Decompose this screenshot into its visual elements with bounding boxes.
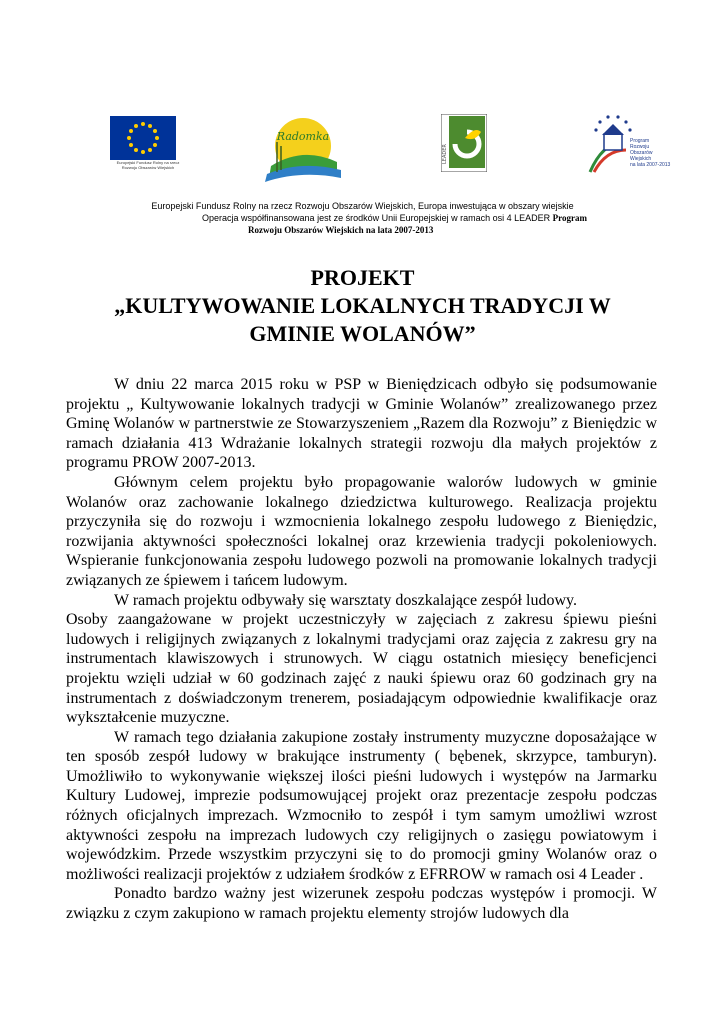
paragraph-1: W dniu 22 marca 2015 roku w PSP w Bieniędzicach odbyło się podsumowanie projektu „ Kultywowanie lokalnych tradycji w Gminie Wolanów” zrealizowanego przez Gminę Wolanów w partnerstwie ze Stowarzyszeniem „Razem dla Rozwoju” z Bieniędzic w ramach działania 413 Wdrażanie lokalnych strategii rozwoju dla małych projektów z programu PROW 2007-2013.	[66, 376, 657, 472]
radomka-text: Radomka	[276, 130, 330, 143]
funding-line-3: Rozwoju Obszarów Wiejskich na lata 2007-2013	[248, 225, 434, 235]
paragraph-2: Głównym celem projektu było propagowanie walorów ludowych w gminie Wolanów oraz zachowanie lokalnego dziedzictwa kulturowego. Realizacja projektu przyczyniła się do rozwoju i wzmocnienia lokalnego zespołu ludowego z Bieniędzic, rozwijania aktywności społeczności lokalnej oraz krzewienia tradycji pokoleniowych. Wspieranie funkcjonowania zespołu ludowego pozwoli na promowanie lokalnych tradycji związanych ze śpiewem i tańcem ludowym.	[66, 473, 657, 589]
funding-header	[0, 200, 725, 236]
eu-flag-logo	[110, 116, 176, 166]
funding-line-2: Operacja współfinansowana jest ze środków Unii Europejskiej w ramach osi 4 LEADER Program	[202, 213, 587, 223]
leader-logo	[441, 114, 487, 172]
radomka-logo	[257, 112, 345, 188]
paragraph-5: W ramach tego działania zakupione zostały instrumenty muzyczne doposażające w ten sposób zespół ludowy w brakujące instrumenty ( bębenek, skrzypce, tamburyn). Umożliwiło to wykonywanie większej ilości pieśni ludowych i występów na Jarmarku Kultury Ludowej, imprezie podsumowującej projekt oraz prezentacje zespołu podczas różnych oficjalnych imprezach. Wzmocniło to zespół i tym samym umożliwi wzrost aktywności zespołu na imprezach ludowych czy religijnych o zasięgu powiatowym i wojewódzkim. Przede wszystkim przyczyni się to do promocji gminy Wolanów oraz o możliwości realizacji projektów z udziałem środków z EFRROW w ramach osi 4 Leader .	[66, 728, 657, 883]
leader-text: LEADER	[442, 144, 448, 164]
title-line-2: „KULTYWOWANIE LOKALNYCH TRADYCJI W	[114, 293, 611, 318]
logo-strip	[0, 0, 725, 190]
funding-line-1: Europejski Fundusz Rolny na rzecz Rozwoju Obszarów Wiejskich, Europa inwestująca w obszary wiejskie	[151, 201, 574, 211]
paragraph-4: Osoby zaangażowane w projekt uczestniczyły w zajęciach z zakresu śpiewu pieśni ludowych i religijnych związanych z lokalnymi tradycjami oraz zajęcia z zakresu gry na instrumentach klawiszowych i strunowych. W ciągu ostatnich miesięcy beneficjenci projektu wzięli udział w 60 godzinach zajęć z nauki śpiewu oraz 60 godzinach gry na instrumentach z doświadczonym trenerem, posiadającym odpowiednie kwalifikacje oraz wykształcenie muzyczne.	[66, 611, 657, 727]
prow-logo-text: Program Rozwoju Obszarów Wiejskich na lata 2007-2013	[630, 138, 671, 168]
paragraph-6: Ponadto bardzo ważny jest wizerunek zespołu podczas występów i promocji. W związku z czym zakupiono w ramach projektu elementy strojów ludowych dla	[66, 885, 657, 923]
article-body	[66, 375, 657, 924]
page-title	[80, 264, 645, 348]
title-line-1: PROJEKT	[310, 265, 415, 290]
title-line-3: GMINIE WOLANÓW”	[249, 321, 476, 346]
eu-logo-caption: Europejski Fundusz Rolny na rzecz Rozwoju Obszarów Wiejskich	[116, 160, 180, 170]
paragraph-3: W ramach projektu odbywały się warsztaty doszkalające zespół ludowy.	[114, 591, 577, 609]
